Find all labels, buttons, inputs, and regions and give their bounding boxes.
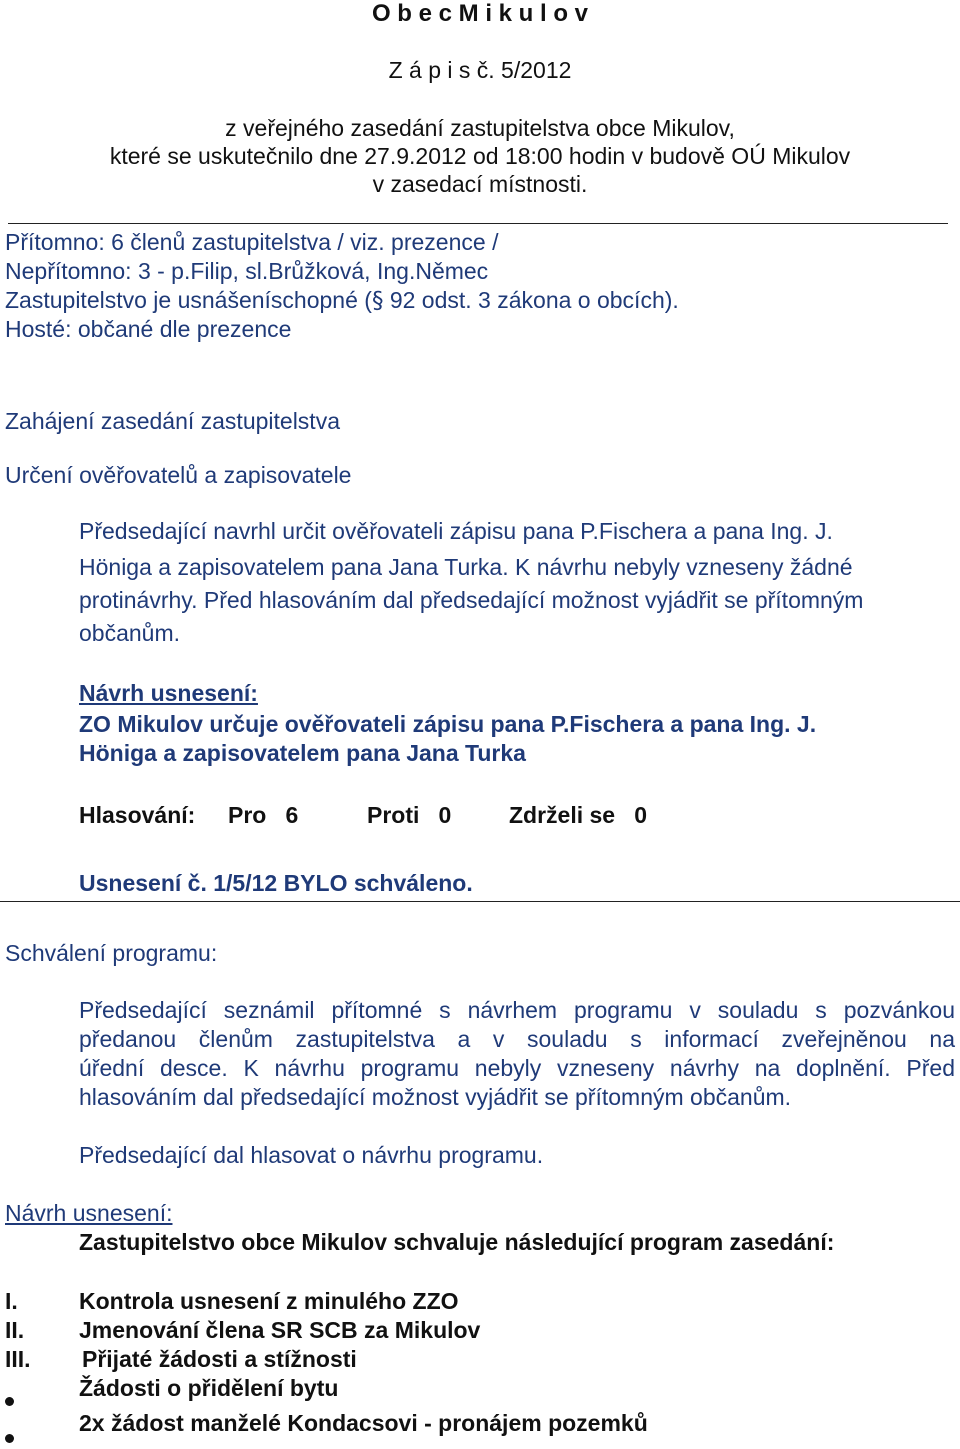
program-item-number: III. (5, 1346, 31, 1372)
record-subtitle-line-1: z veřejného zasedání zastupitelstva obce Mikulov, (225, 115, 735, 141)
program-item-number: I. (5, 1288, 18, 1314)
header-divider (8, 223, 948, 224)
vote-against: Proti 0 (367, 802, 452, 828)
verifiers-paragraph-line-4: občanům. (79, 620, 181, 646)
program-paragraph-line-2: předanou členům zastupitelstva a v souladu s informací zveřejněnou na (79, 1026, 955, 1052)
program-subitem-text: Žádosti o přidělení bytu (79, 1375, 339, 1401)
program-item-text: Přijaté žádosti a stížnosti (82, 1346, 357, 1372)
quorum-statement (5, 287, 679, 314)
section-heading-program: Schválení programu: (5, 940, 218, 966)
record-title: Z á p i s č. 5/2012 (388, 57, 572, 83)
program-proposal-label: Návrh usnesení: (5, 1200, 173, 1226)
program-item-text: Kontrola usnesení z minulého ZZO (79, 1288, 459, 1314)
verifiers-paragraph-line-3: protinávrhy. Před hlasováním dal předsedající možnost vyjádřit se přítomným (79, 587, 864, 613)
vote-call-text: Předsedající dal hlasovat o návrhu programu. (79, 1142, 544, 1168)
bullet-icon (5, 1422, 14, 1449)
proposal-text-line-2: Höniga a zapisovatelem pana Jana Turka (79, 740, 526, 766)
section-symbol: § (371, 288, 384, 314)
guests-line: Hosté: občané dle prezence (5, 316, 292, 342)
vote-for: Pro 6 (228, 802, 299, 828)
attendance-absent: Nepřítomno: 3 - p.Filip, sl.Brůžková, Ing.Němec (5, 258, 489, 284)
section-heading-verifiers: Určení ověřovatelů a zapisovatele (5, 462, 352, 488)
attendance-present: Přítomno: 6 členů zastupitelstva / viz. prezence / (5, 229, 499, 255)
quorum-text-start: Zastupitelstvo je usnášeníschopné ( (5, 287, 372, 313)
vote-abstain: Zdrželi se 0 (509, 802, 648, 828)
section-divider (0, 901, 960, 902)
program-proposal-text: Zastupitelstvo obce Mikulov schvaluje následující program zasedání: (79, 1229, 835, 1255)
bullet-icon (5, 1385, 14, 1412)
section-heading-opening: Zahájení zasedání zastupitelstva (5, 408, 340, 434)
program-item-number: II. (5, 1317, 25, 1343)
verifiers-paragraph-line-2: Höniga a zapisovatelem pana Jana Turka. K návrhu nebyly vzneseny žádné (79, 554, 853, 580)
verifiers-paragraph-line-1: Předsedající navrhl určit ověřovateli zápisu pana P.Fischera a pana Ing. J. (79, 518, 833, 544)
record-subtitle-line-2: které se uskutečnilo dne 27.9.2012 od 18:00 hodin v budově OÚ Mikulov (109, 143, 851, 169)
proposal-label: Návrh usnesení: (79, 680, 258, 706)
quorum-text-end: 92 odst. 3 zákona o obcích). (383, 287, 679, 313)
program-paragraph-line-4: hlasováním dal předsedající možnost vyjádřit se přítomným občanům. (79, 1084, 792, 1110)
program-paragraph-line-1: Předsedající seznámil přítomné s návrhem programu v souladu s pozvánkou (79, 997, 955, 1023)
record-subtitle-line-3: v zasedací místnosti. (372, 171, 588, 197)
program-item-text: Jmenování člena SR SCB za Mikulov (79, 1317, 481, 1343)
program-subitem-text: 2x žádost manželé Kondacsovi - pronájem pozemků (79, 1410, 648, 1436)
proposal-text-line-1: ZO Mikulov určuje ověřovateli zápisu pana P.Fischera a pana Ing. J. (79, 711, 817, 737)
program-paragraph-line-3: úřední desce. K návrhu programu nebyly vzneseny návrhy na doplnění. Před (79, 1055, 955, 1081)
resolution-status: Usnesení č. 1/5/12 BYLO schváleno. (79, 870, 473, 896)
vote-label: Hlasování: (79, 802, 196, 828)
municipality-name: O b e c M i k u l o v (371, 0, 589, 27)
